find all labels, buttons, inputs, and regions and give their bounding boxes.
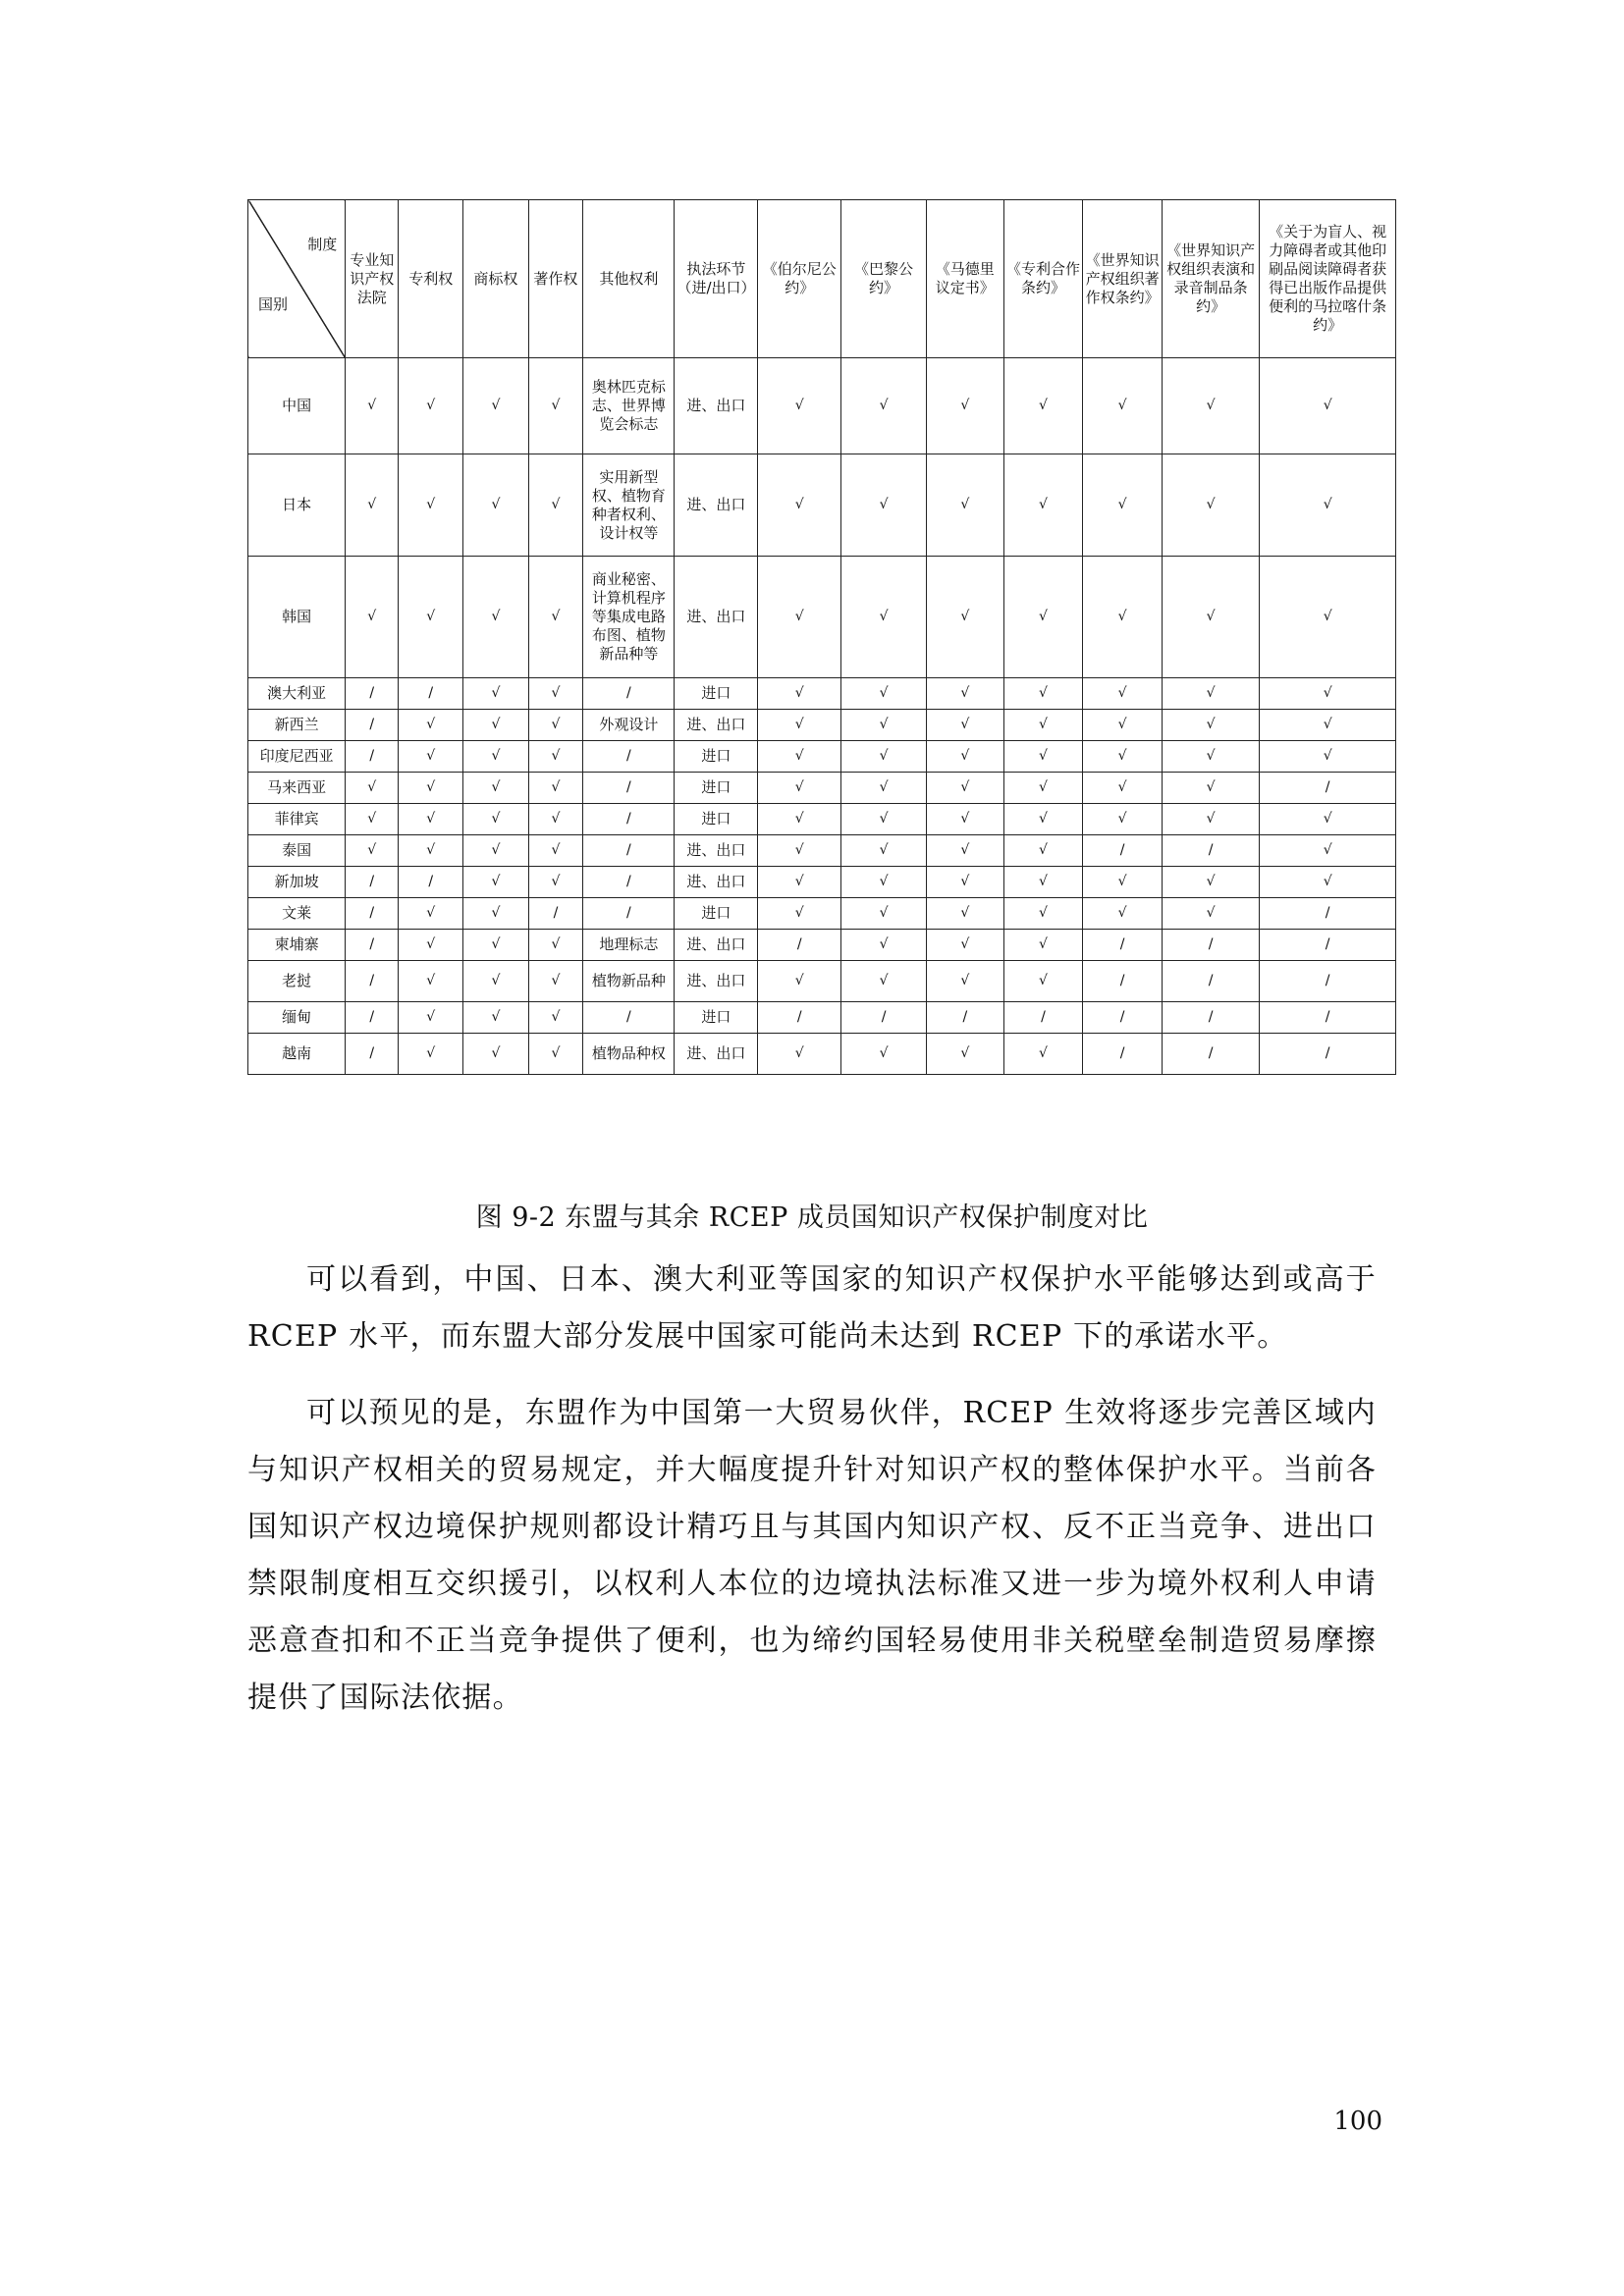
table-cell: √: [758, 835, 841, 867]
table-cell: √: [1083, 710, 1163, 741]
table-row: [248, 710, 1396, 741]
table-cell: 进、出口: [675, 454, 758, 557]
table-cell: √: [528, 930, 583, 961]
table-cell: √: [1162, 454, 1259, 557]
table-cell: /: [346, 930, 399, 961]
table-cell: /: [1083, 961, 1163, 1002]
table-cell: √: [463, 867, 528, 898]
table-cell: √: [1003, 898, 1083, 930]
table-cell: 进、出口: [675, 867, 758, 898]
table-cell: √: [463, 358, 528, 454]
table-cell: √: [758, 557, 841, 678]
country-cell: 新加坡: [248, 867, 346, 898]
table-cell: 进口: [675, 678, 758, 710]
table-cell: /: [583, 867, 675, 898]
table-cell: √: [346, 454, 399, 557]
table-cell: 进口: [675, 741, 758, 773]
table-cell: /: [346, 1034, 399, 1075]
table-cell: √: [1003, 454, 1083, 557]
table-cell: √: [463, 454, 528, 557]
table-cell: √: [927, 710, 1004, 741]
table-cell: √: [399, 804, 463, 835]
table-cell: 地理标志: [583, 930, 675, 961]
table-cell: 进、出口: [675, 358, 758, 454]
table-cell: √: [841, 557, 927, 678]
table-cell: /: [583, 898, 675, 930]
column-header: 专利权: [399, 200, 463, 358]
table-cell: √: [841, 804, 927, 835]
table-cell: √: [346, 835, 399, 867]
country-cell: 菲律宾: [248, 804, 346, 835]
table-cell: √: [927, 898, 1004, 930]
table-cell: √: [528, 773, 583, 804]
table-cell: /: [1003, 1002, 1083, 1034]
table-cell: √: [758, 710, 841, 741]
table-cell: √: [399, 741, 463, 773]
table-cell: √: [1003, 358, 1083, 454]
table-cell: √: [1162, 867, 1259, 898]
country-cell: 柬埔寨: [248, 930, 346, 961]
table-cell: √: [841, 867, 927, 898]
column-header: 《专利合作条约》: [1003, 200, 1083, 358]
table-cell: /: [1260, 1034, 1396, 1075]
table-cell: √: [758, 678, 841, 710]
table-cell: 奥林匹克标志、世界博览会标志: [583, 358, 675, 454]
table-cell: √: [463, 1002, 528, 1034]
table-cell: √: [758, 867, 841, 898]
table-row: [248, 1034, 1396, 1075]
table-row: [248, 835, 1396, 867]
table-cell: √: [841, 678, 927, 710]
table-cell: √: [1003, 773, 1083, 804]
table-cell: √: [528, 867, 583, 898]
table-cell: /: [583, 1002, 675, 1034]
table-cell: /: [346, 1002, 399, 1034]
table-cell: /: [528, 898, 583, 930]
table-cell: √: [1003, 961, 1083, 1002]
country-cell: 澳大利亚: [248, 678, 346, 710]
table-cell: √: [1162, 710, 1259, 741]
table-cell: √: [463, 678, 528, 710]
table-cell: √: [841, 710, 927, 741]
column-header: 《巴黎公约》: [841, 200, 927, 358]
table-cell: √: [1083, 867, 1163, 898]
table-cell: 进、出口: [675, 557, 758, 678]
table-cell: /: [346, 741, 399, 773]
table-cell: √: [841, 454, 927, 557]
table-cell: /: [1260, 898, 1396, 930]
table-cell: √: [1260, 867, 1396, 898]
table-cell: √: [1003, 1034, 1083, 1075]
table-cell: 植物新品种: [583, 961, 675, 1002]
table-row: [248, 867, 1396, 898]
table-cell: √: [841, 358, 927, 454]
table-row: [248, 557, 1396, 678]
country-cell: 文莱: [248, 898, 346, 930]
country-cell: 新西兰: [248, 710, 346, 741]
table-row: [248, 678, 1396, 710]
table-cell: /: [583, 804, 675, 835]
table-cell: /: [346, 867, 399, 898]
table-row: [248, 454, 1396, 557]
table-cell: /: [399, 867, 463, 898]
table-cell: √: [841, 835, 927, 867]
column-header: 商标权: [463, 200, 528, 358]
table-corner-cell: [248, 200, 346, 358]
table-cell: 外观设计: [583, 710, 675, 741]
table-cell: √: [528, 678, 583, 710]
table-cell: √: [1003, 867, 1083, 898]
table-row: [248, 804, 1396, 835]
table-row: [248, 961, 1396, 1002]
table-cell: √: [1003, 804, 1083, 835]
paragraph: 可以预见的是，东盟作为中国第一大贸易伙伴，RCEP 生效将逐步完善区域内与知识产权相关的贸易规定，并大幅度提升针对知识产权的整体保护水平。当前各国知识产权边境保护规则都设计精巧且与其国内知识产权、反不正当竞争、进出口禁限制度相互交织援引，以权利人本位的边境执法标准又进一步为境外权利人申请恶意查扣和不正当竞争提供了便利，也为缔约国轻易使用非关税壁垒制造贸易摩擦提供了国际法依据。: [247, 1396, 1377, 1715]
table-cell: √: [528, 804, 583, 835]
paragraph: 可以看到，中国、日本、澳大利亚等国家的知识产权保护水平能够达到或高于 RCEP 水平，而东盟大部分发展中国家可能尚未达到 RCEP 下的承诺水平。: [247, 1262, 1377, 1354]
table-cell: 进、出口: [675, 961, 758, 1002]
table-cell: /: [1083, 1034, 1163, 1075]
table-cell: /: [583, 773, 675, 804]
table-cell: √: [927, 358, 1004, 454]
country-cell: 越南: [248, 1034, 346, 1075]
table-cell: √: [927, 741, 1004, 773]
page-number: 100: [1333, 2107, 1382, 2136]
table-cell: √: [399, 773, 463, 804]
table-cell: √: [346, 358, 399, 454]
table-cell: √: [1003, 678, 1083, 710]
table-cell: √: [1003, 710, 1083, 741]
table-row: [248, 358, 1396, 454]
table-cell: √: [927, 1034, 1004, 1075]
table-cell: /: [758, 930, 841, 961]
table-cell: √: [1162, 557, 1259, 678]
table-cell: 进、出口: [675, 930, 758, 961]
table-cell: /: [1162, 961, 1259, 1002]
ip-comparison-table: [247, 199, 1396, 1075]
table-cell: √: [399, 454, 463, 557]
table-cell: /: [583, 741, 675, 773]
table-cell: /: [346, 898, 399, 930]
table-cell: √: [1162, 741, 1259, 773]
table-cell: √: [399, 1034, 463, 1075]
table-cell: √: [528, 741, 583, 773]
table-cell: √: [758, 961, 841, 1002]
table-cell: /: [583, 835, 675, 867]
column-header: 《世界知识产权组织表演和录音制品条约》: [1162, 200, 1259, 358]
table-cell: √: [463, 835, 528, 867]
column-header: 著作权: [528, 200, 583, 358]
table-cell: √: [841, 773, 927, 804]
table-cell: √: [1162, 773, 1259, 804]
table-cell: √: [399, 898, 463, 930]
table-cell: √: [1260, 358, 1396, 454]
table-cell: √: [399, 1002, 463, 1034]
table-cell: √: [399, 358, 463, 454]
table-body: [248, 358, 1396, 1075]
table-cell: √: [841, 741, 927, 773]
table-cell: √: [927, 773, 1004, 804]
table-cell: √: [927, 961, 1004, 1002]
table-cell: √: [1083, 773, 1163, 804]
table-row: [248, 741, 1396, 773]
table-cell: √: [528, 1034, 583, 1075]
body-text: [247, 1252, 1377, 1727]
table-cell: /: [1162, 1034, 1259, 1075]
table-cell: 实用新型权、植物育种者权利、设计权等: [583, 454, 675, 557]
table-cell: √: [1260, 710, 1396, 741]
table-cell: √: [528, 358, 583, 454]
corner-label-country: 国别: [258, 295, 289, 313]
table-row: [248, 773, 1396, 804]
column-header: 《关于为盲人、视力障碍者或其他印刷品阅读障碍者获得已出版作品提供便利的马拉喀什条约》: [1260, 200, 1396, 358]
table-cell: √: [463, 930, 528, 961]
table-cell: √: [463, 557, 528, 678]
table-cell: √: [841, 930, 927, 961]
table-cell: √: [1003, 557, 1083, 678]
table-cell: √: [463, 1034, 528, 1075]
table-cell: √: [1260, 557, 1396, 678]
table-row: [248, 1002, 1396, 1034]
table-cell: /: [1083, 835, 1163, 867]
table-cell: √: [463, 804, 528, 835]
table-cell: √: [463, 773, 528, 804]
column-header: 其他权利: [583, 200, 675, 358]
table-cell: /: [583, 678, 675, 710]
table-cell: √: [528, 835, 583, 867]
table-cell: √: [346, 773, 399, 804]
table-cell: √: [528, 557, 583, 678]
table-cell: √: [1083, 454, 1163, 557]
table-cell: /: [841, 1002, 927, 1034]
table-cell: /: [1260, 1002, 1396, 1034]
table-cell: √: [927, 930, 1004, 961]
table-row: [248, 898, 1396, 930]
table-cell: √: [463, 961, 528, 1002]
country-cell: 印度尼西亚: [248, 741, 346, 773]
column-header: 《世界知识产权组织著作权条约》: [1083, 200, 1163, 358]
table-cell: √: [1003, 835, 1083, 867]
country-cell: 日本: [248, 454, 346, 557]
table-cell: 进口: [675, 773, 758, 804]
table-cell: /: [1162, 1002, 1259, 1034]
comparison-table-container: [247, 199, 1396, 1075]
table-cell: √: [1083, 678, 1163, 710]
table-cell: √: [1083, 898, 1163, 930]
table-cell: √: [399, 557, 463, 678]
table-cell: 商业秘密、计算机程序等集成电路布图、植物新品种等: [583, 557, 675, 678]
table-cell: /: [1260, 930, 1396, 961]
column-header: 执法环节（进/出口）: [675, 200, 758, 358]
table-cell: √: [1162, 898, 1259, 930]
country-cell: 韩国: [248, 557, 346, 678]
table-cell: √: [399, 930, 463, 961]
country-cell: 马来西亚: [248, 773, 346, 804]
table-cell: √: [1083, 804, 1163, 835]
table-cell: /: [758, 1002, 841, 1034]
table-cell: √: [346, 557, 399, 678]
table-cell: 进、出口: [675, 710, 758, 741]
table-cell: √: [758, 1034, 841, 1075]
table-cell: √: [1260, 678, 1396, 710]
table-cell: √: [927, 867, 1004, 898]
table-cell: √: [463, 710, 528, 741]
table-cell: √: [1162, 804, 1259, 835]
table-cell: √: [1003, 741, 1083, 773]
table-cell: √: [758, 898, 841, 930]
table-cell: √: [528, 454, 583, 557]
column-header: 专业知识产权法院: [346, 200, 399, 358]
country-cell: 泰国: [248, 835, 346, 867]
table-cell: 植物品种权: [583, 1034, 675, 1075]
table-cell: /: [1083, 1002, 1163, 1034]
corner-label-system: 制度: [307, 236, 338, 253]
table-cell: √: [758, 741, 841, 773]
table-cell: √: [1162, 358, 1259, 454]
table-cell: 进口: [675, 1002, 758, 1034]
table-cell: √: [399, 961, 463, 1002]
table-cell: /: [399, 678, 463, 710]
table-cell: √: [399, 835, 463, 867]
table-cell: √: [399, 710, 463, 741]
table-cell: /: [1083, 930, 1163, 961]
figure-caption: 图 9-2 东盟与其余 RCEP 成员国知识产权保护制度对比: [475, 1202, 1149, 1233]
table-cell: √: [927, 454, 1004, 557]
table-cell: /: [346, 678, 399, 710]
column-header: 《马德里议定书》: [927, 200, 1004, 358]
table-cell: 进口: [675, 898, 758, 930]
table-cell: √: [1260, 741, 1396, 773]
table-cell: √: [927, 557, 1004, 678]
table-cell: √: [841, 898, 927, 930]
table-cell: /: [927, 1002, 1004, 1034]
table-header-row: [248, 200, 1396, 358]
table-cell: √: [1083, 741, 1163, 773]
table-cell: √: [1083, 358, 1163, 454]
table-cell: √: [841, 961, 927, 1002]
table-cell: √: [927, 835, 1004, 867]
table-cell: 进口: [675, 804, 758, 835]
table-cell: /: [346, 710, 399, 741]
country-cell: 缅甸: [248, 1002, 346, 1034]
table-cell: √: [1083, 557, 1163, 678]
table-cell: √: [463, 741, 528, 773]
table-cell: 进、出口: [675, 835, 758, 867]
table-cell: /: [1260, 961, 1396, 1002]
table-cell: √: [927, 804, 1004, 835]
table-cell: /: [346, 961, 399, 1002]
table-cell: √: [1260, 454, 1396, 557]
table-cell: √: [1003, 930, 1083, 961]
table-cell: √: [463, 898, 528, 930]
table-cell: √: [1260, 804, 1396, 835]
column-header: 《伯尔尼公约》: [758, 200, 841, 358]
table-cell: √: [758, 358, 841, 454]
table-cell: √: [758, 454, 841, 557]
table-cell: /: [1162, 930, 1259, 961]
table-cell: √: [346, 804, 399, 835]
table-row: [248, 930, 1396, 961]
table-cell: √: [1162, 678, 1259, 710]
table-cell: /: [1260, 773, 1396, 804]
table-cell: √: [758, 773, 841, 804]
table-cell: 进、出口: [675, 1034, 758, 1075]
table-cell: √: [927, 678, 1004, 710]
table-cell: √: [528, 961, 583, 1002]
table-cell: √: [841, 1034, 927, 1075]
table-cell: √: [758, 804, 841, 835]
table-cell: √: [528, 1002, 583, 1034]
country-cell: 中国: [248, 358, 346, 454]
country-cell: 老挝: [248, 961, 346, 1002]
table-cell: √: [1260, 835, 1396, 867]
table-cell: /: [1162, 835, 1259, 867]
table-cell: √: [528, 710, 583, 741]
